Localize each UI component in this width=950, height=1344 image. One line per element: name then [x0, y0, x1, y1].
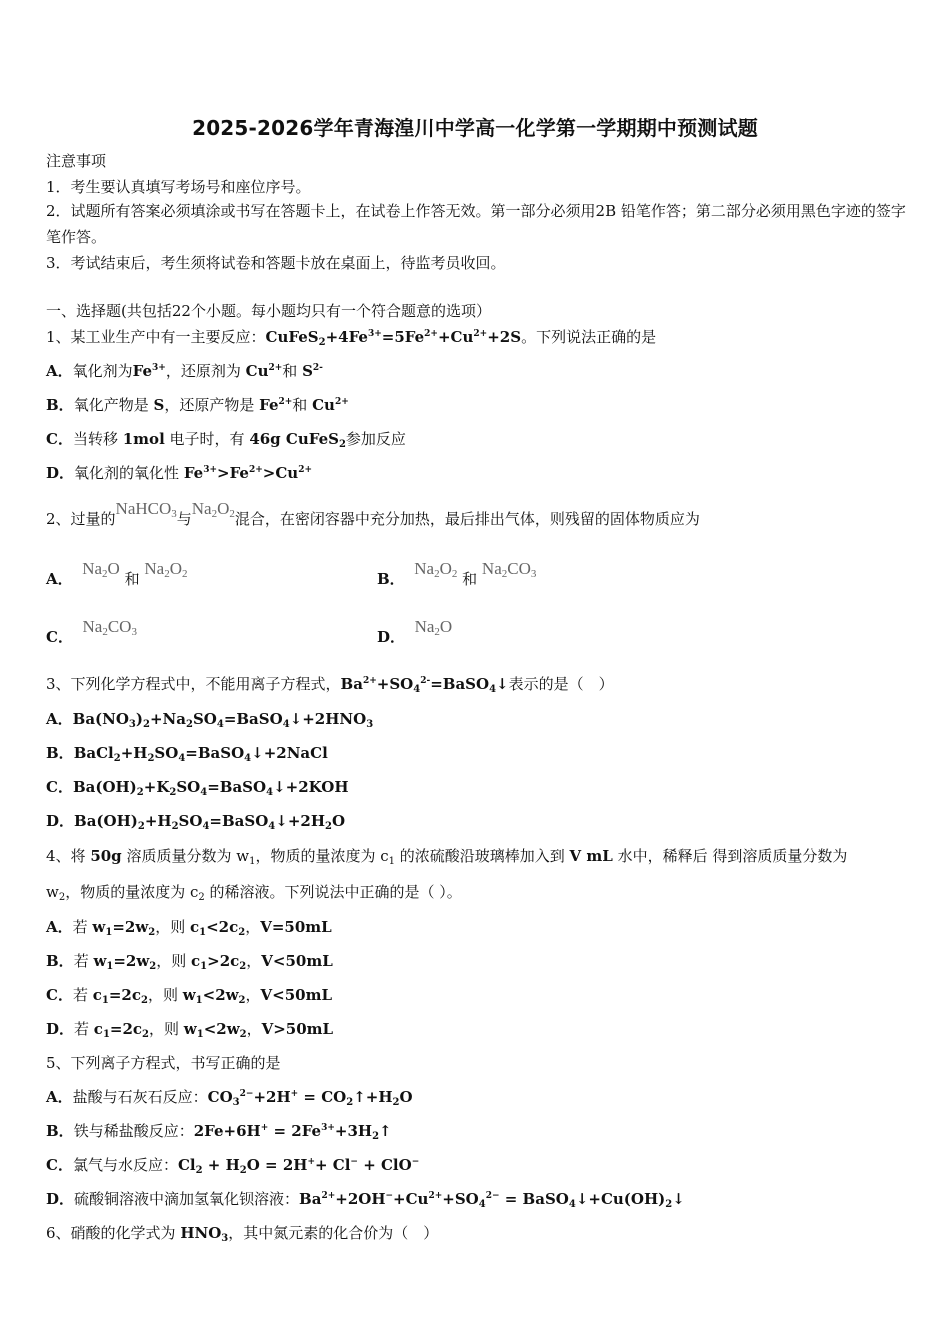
question-4-stem-line-1: 4、将 50g 溶质质量分数为 $w_1$，物质的量浓度为 $c_1$ 的浓硫酸沿玻璃棒加入到 V mL 水中，稀释后 得到溶质质量分数为	[46, 847, 848, 867]
question-3-option-b[interactable]: B．$BaCl_2+H_2SO_4=BaSO_4↓+2NaCl$	[46, 744, 328, 764]
section-heading: 一、选择题(共包括22个小题。每小题均只有一个符合题意的选项）	[46, 302, 491, 320]
question-5-option-b[interactable]: B．铁与稀盐酸反应：$2Fe+6H^+ = 2Fe^{3+}+3H_2↑$	[46, 1122, 392, 1142]
question-4-option-a[interactable]: A．若 $w_1=2w_2$，则 $c_1<2c_2$，V=50mL	[46, 918, 332, 938]
question-5-option-d[interactable]: D．硫酸铜溶液中滴加氢氧化钡溶液：$Ba^{2+}+2OH^-+Cu^{2+}+SO_4^{2-}$ = $BaSO_4↓+Cu(OH)_2↓$	[46, 1190, 685, 1210]
question-1-stem: 1、某工业生产中有一主要反应：$CuFeS_2+4Fe^{3+}=5Fe^{2+}+Cu^{2+}+2S$。下列说法正确的是	[46, 328, 657, 348]
question-2-option-b[interactable]: B． $Na_2O_2$ 和 $Na_2CO_3$	[377, 559, 537, 588]
question-2-option-c[interactable]: C． $Na_2CO_3$	[46, 617, 137, 646]
question-4-option-d[interactable]: D．若 $c_1=2c_2$，则 $w_1<2w_2$，V>50mL	[46, 1020, 334, 1040]
notice-item-1: 1．考生要认真填写考场号和座位序号。	[46, 178, 311, 196]
question-2-stem: 2、过量的NaHCO$_3$与$Na_2O_2$混合，在密闭容器中充分加热，最后排出气体，则残留的固体物质应为	[46, 499, 700, 528]
question-3-option-a[interactable]: A．$Ba(NO_3)_2+Na_2SO_4=BaSO_4↓+2HNO_3$	[46, 710, 374, 730]
question-3-stem: 3、下列化学方程式中，不能用离子方程式，$Ba^{2+}+SO_4^{2-}=BaSO_4↓$表示的是（ ）	[46, 675, 614, 695]
page-title: 2025-2026学年青海湟川中学高一化学第一学期期中预测试题	[192, 116, 758, 140]
question-3-option-d[interactable]: D．$Ba(OH)_2+H_2SO_4=BaSO_4↓+2H_2O$	[46, 812, 346, 832]
question-1-option-c[interactable]: C．当转移 1mol 电子时，有 46g CuFeS$_2$参加反应	[46, 430, 406, 450]
question-2-option-d[interactable]: D． $Na_2O$	[377, 617, 453, 646]
question-2-option-a[interactable]: A． $Na_2O$ 和 $Na_2O_2$	[46, 559, 188, 588]
question-1-option-d[interactable]: D．氧化剂的氧化性 $Fe^{3+}>Fe^{2+}>Cu^{2+}$	[46, 464, 312, 482]
question-1-option-b[interactable]: B．氧化产物是 S，还原产物是 $Fe^{2+}$和 $Cu^{2+}$	[46, 396, 349, 414]
question-4-option-c[interactable]: C．若 $c_1=2c_2$，则 $w_1<2w_2$，V<50mL	[46, 986, 333, 1006]
question-4-stem-line-2: $w_2$，物质的量浓度为 $c_2$ 的稀溶液。下列说法中正确的是（ ）。	[46, 883, 462, 903]
question-4-option-b[interactable]: B．若 $w_1=2w_2$，则 $c_1>2c_2$，V<50mL	[46, 952, 333, 972]
notice-item-3: 3．考试结束后，考生须将试卷和答题卡放在桌面上，待监考员收回。	[46, 254, 506, 272]
question-5-option-a[interactable]: A．盐酸与石灰石反应：$CO_3^{2-}+2H^+$ = $CO_2↑+H_2O$	[46, 1088, 413, 1108]
question-5-stem: 5、下列离子方程式，书写正确的是	[46, 1054, 281, 1072]
notice-heading: 注意事项	[46, 152, 107, 170]
question-5-option-c[interactable]: C．氯气与水反应：$Cl_2 + H_2O = 2H^++ Cl^- + ClO^-$	[46, 1156, 420, 1176]
notice-item-2: 2．试题所有答案必须填涂或书写在答题卡上，在试卷上作答无效。第一部分必须用2B 铅笔作答；第二部分必须用黑色字迹的签字笔作答。	[46, 202, 906, 246]
question-1-option-a[interactable]: A．氧化剂为$Fe^{3+}$，还原剂为 $Cu^{2+}$和 $S^{2-}$	[46, 362, 323, 380]
question-6-stem: 6、硝酸的化学式为 $HNO_3$，其中氮元素的化合价为（ ）	[46, 1224, 439, 1244]
question-3-option-c[interactable]: C．$Ba(OH)_2+K_2SO_4=BaSO_4↓+2KOH$	[46, 778, 349, 798]
